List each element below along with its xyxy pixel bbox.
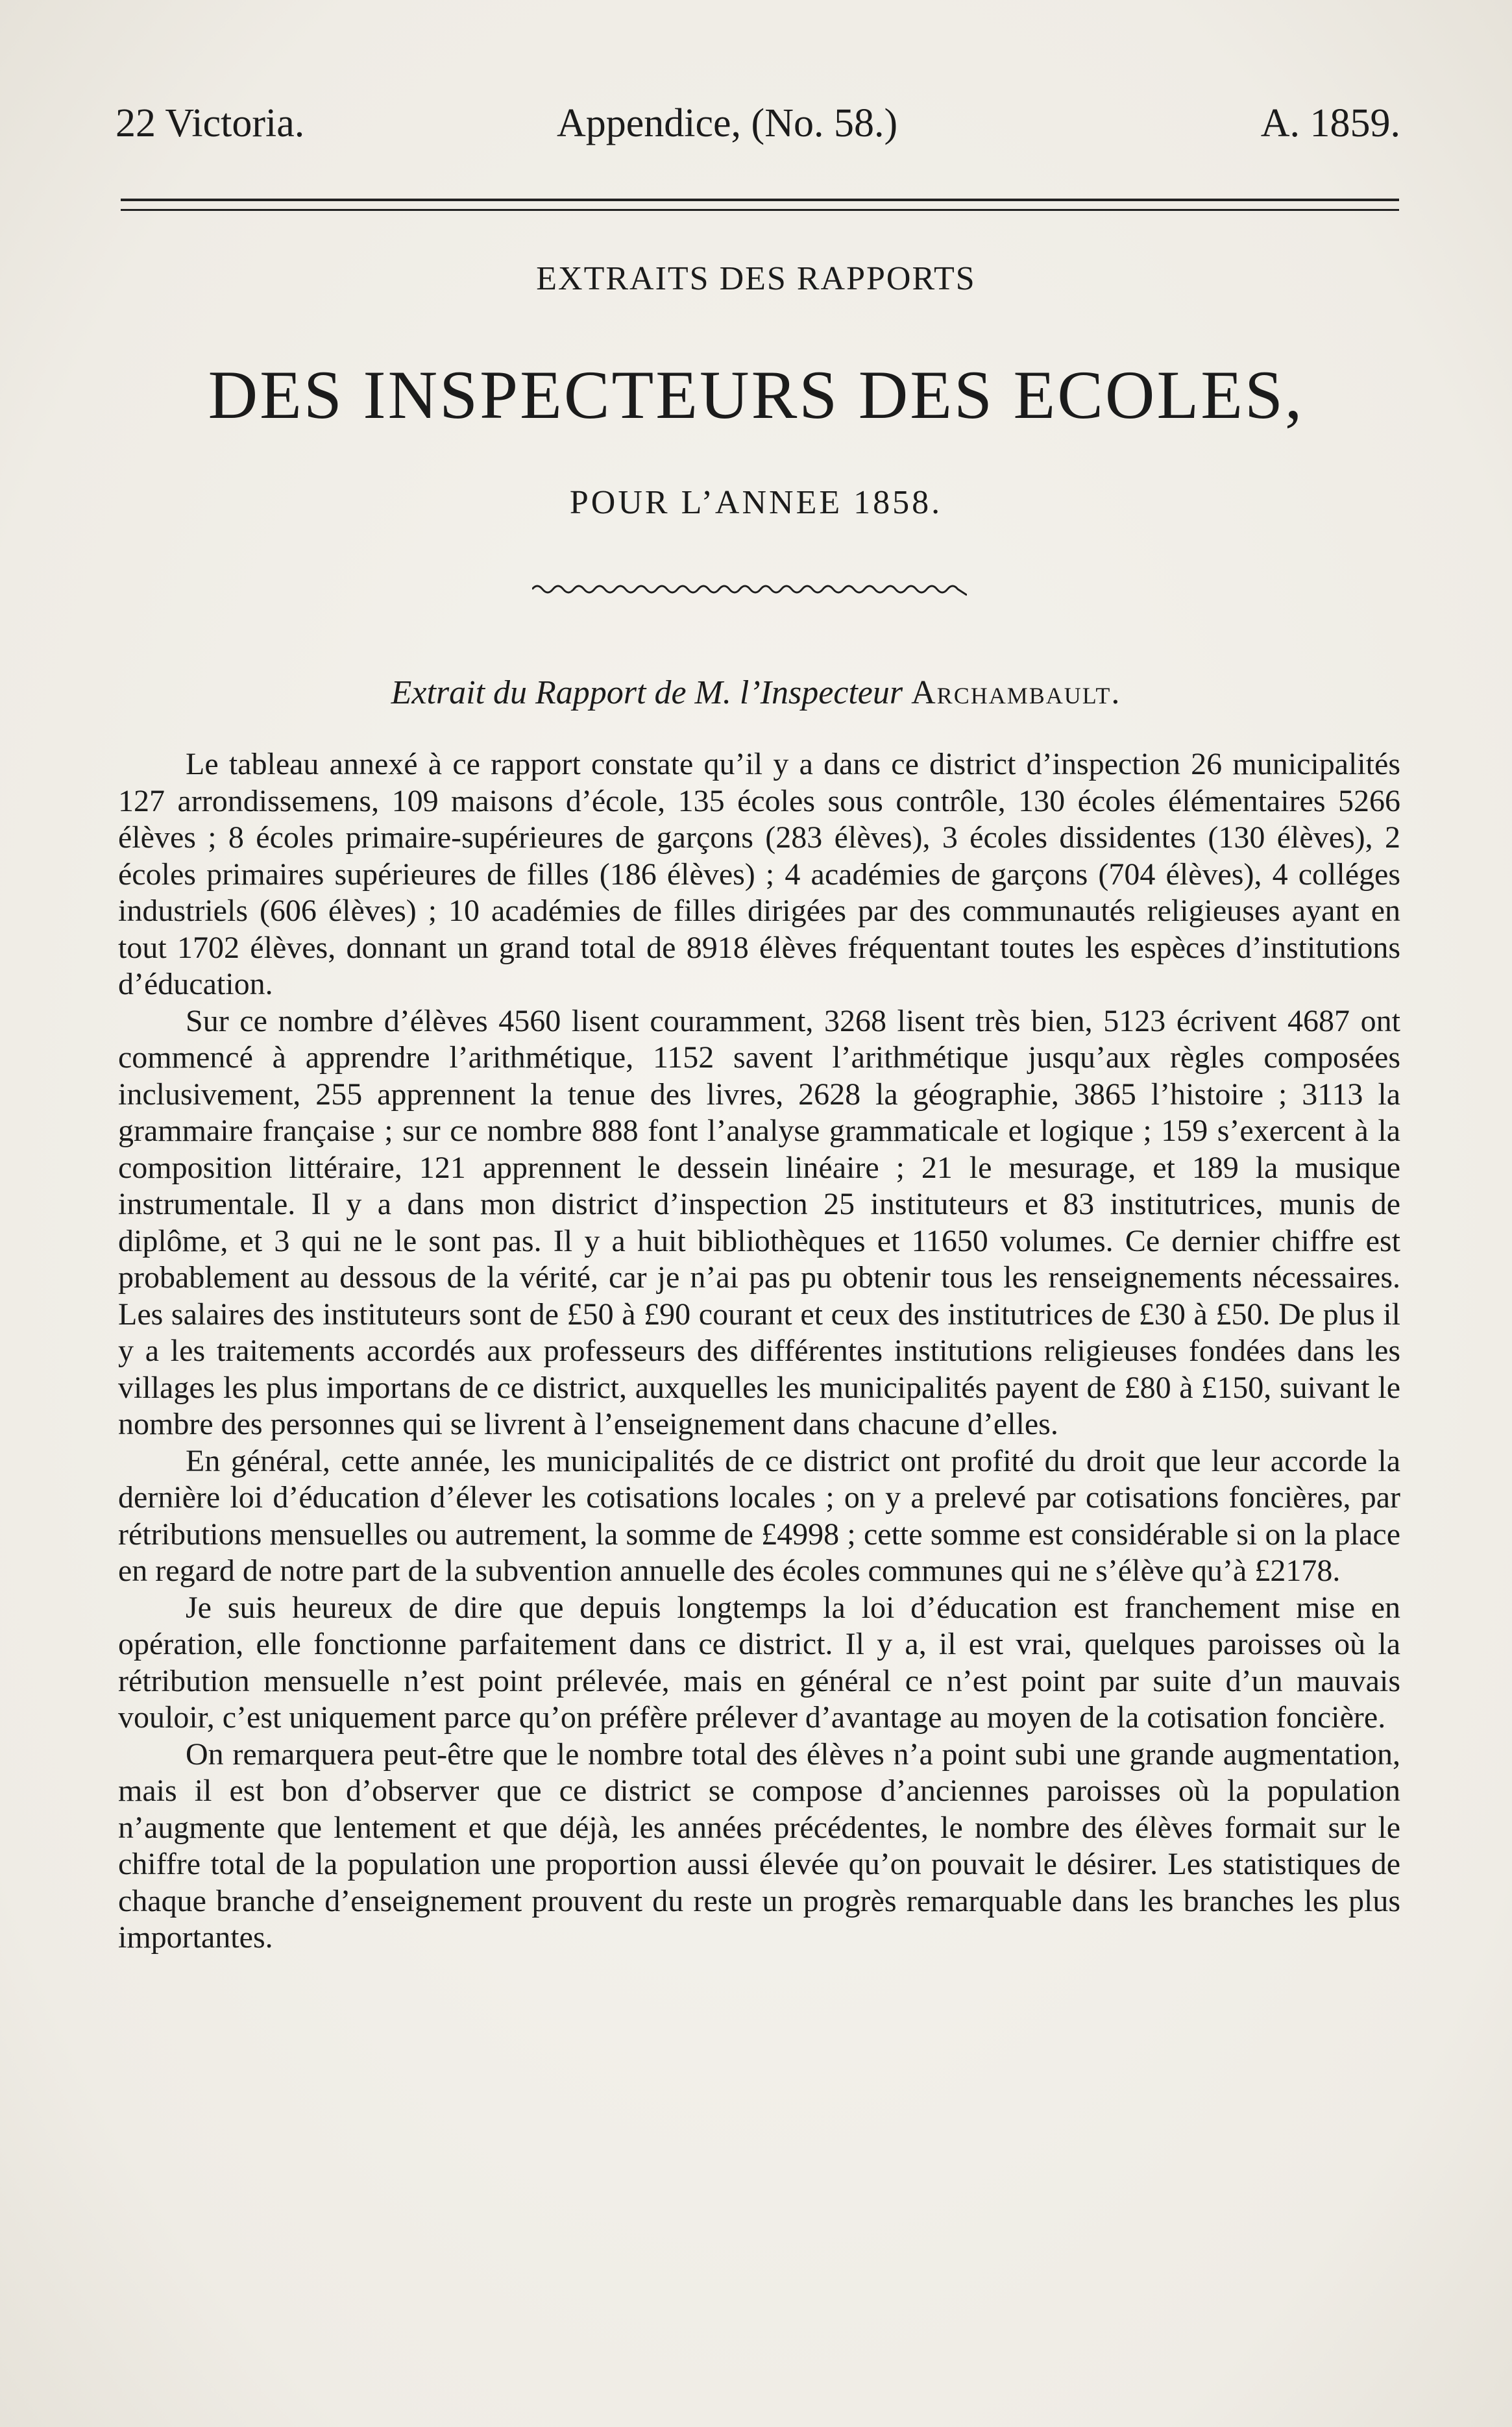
running-header [116, 97, 1400, 149]
inspector-name: Archambault. [911, 674, 1121, 711]
extract-heading [0, 674, 1512, 712]
paragraph: On remarquera peut-être que le nombre total des élèves n’a point subi une grande augmentation, mais il est bon d’observer que ce district se compose d’anciennes paroisses où la population n’augmente que lentement et que déjà, les années précédentes, le nombre des élèves formait sur le chiffre total de la population une proportion aussi élevée qu’on pouvait le désirer. Les statistiques de chaque branche d’enseignement prouvent du reste un progrès remarquable dans les branches les plus importantes. [118, 1737, 1400, 1955]
paragraph: Le tableau annexé à ce rapport constate qu’il y a dans ce district d’inspection 26 municipalités 127 arrondissemens, 109 maisons d’école, 135 écoles sous contrôle, 130 écoles élémentaires 5266 élèves ; 8 écoles primaire-supérieures de garçons (283 élèves), 3 écoles dissidentes (130 élèves), 2 écoles primaires supérieures de filles (186 élèves) ; 4 académies de garçons (704 élèves), 4 colléges industriels (606 élèves) ; 10 académies de filles dirigées par des communautés religieuses ayant en tout 1702 élèves, donnant un grand total de 8918 élèves fréquentant toutes les espèces d’institutions d’éducation. [118, 747, 1400, 1001]
extract-heading-italic: Extrait du Rapport de M. l’Inspecteur [391, 674, 903, 711]
page-title: DES INSPECTEURS DES ECOLES, [208, 357, 1304, 433]
header-center: Appendice, (No. 58.) [557, 101, 898, 145]
header-rule-top [121, 199, 1399, 201]
header-rule-bottom [121, 209, 1399, 211]
paragraph: Sur ce nombre d’élèves 4560 lisent couramment, 3268 lisent très bien, 5123 écrivent 4687 ont commencé à apprendre l’arithmétique, 1152 savent l’arithmétique jusqu’aux règles composées inclusivement, 255 apprennent la tenue des livres, 2628 la géographie, 3865 l’histoire ; 3113 la grammaire française ; sur ce nombre 888 font l’analyse grammaticale et logique ; 159 s’exercent à la composition littéraire, 121 apprennent le dessein linéaire ; 21 le mesurage, et 189 la musique instrumentale. Il y a dans mon district d’inspection 25 instituteurs et 83 institutrices, munis de diplôme, et 3 qui ne le sont pas. Il y a huit bibliothèques et 11650 volumes. Ce dernier chiffre est probablement au dessous de la vérité, car je n’ai pas pu obtenir tous les renseignements nécessaires. Les salaires des instituteurs sont de £50 à £90 courant et ceux des institutrices de £30 à £50. De plus il y a les traitements accordés aux professeurs des différentes institutions religieuses fondées dans les villages les plus importans de ce district, auxquelles les municipalités payent de £80 à £150, suivant le nombre des personnes qui se livrent à l’enseignement dans chacune d’elles. [118, 1003, 1400, 1441]
header-left: 22 Victoria. [116, 101, 305, 145]
year-title: POUR L’ANNEE 1858. [569, 484, 943, 521]
paragraph: Je suis heureux de dire que depuis longtemps la loi d’éducation est franchement mise en opération, elle fonctionne parfaitement dans ce district. Il y a, il est vrai, quelques paroisses où la rétribution mensuelle n’est point prélevée, mais en général ce n’est point par suite d’un mauvais vouloir, c’est uniquement parce qu’on préfère prélever d’avantage au moyen de la cotisation foncière. [118, 1590, 1400, 1735]
paragraph: En général, cette année, les municipalités de ce district ont profité du droit que leur accorde la dernière loi d’éducation d’élever les cotisations locales ; on y a prelevé par cotisations foncières, par rétributions mensuelles ou autrement, la somme de £4998 ; cette somme est considérable si on la place en regard de notre part de la subvention annuelle des écoles communes qui ne s’élève qu’à £2178. [118, 1443, 1400, 1588]
wavy-ornament [532, 581, 967, 598]
section-subtitle: EXTRAITS DES RAPPORTS [536, 260, 976, 297]
report-body [118, 746, 1400, 1957]
header-right: A. 1859. [1260, 101, 1400, 145]
